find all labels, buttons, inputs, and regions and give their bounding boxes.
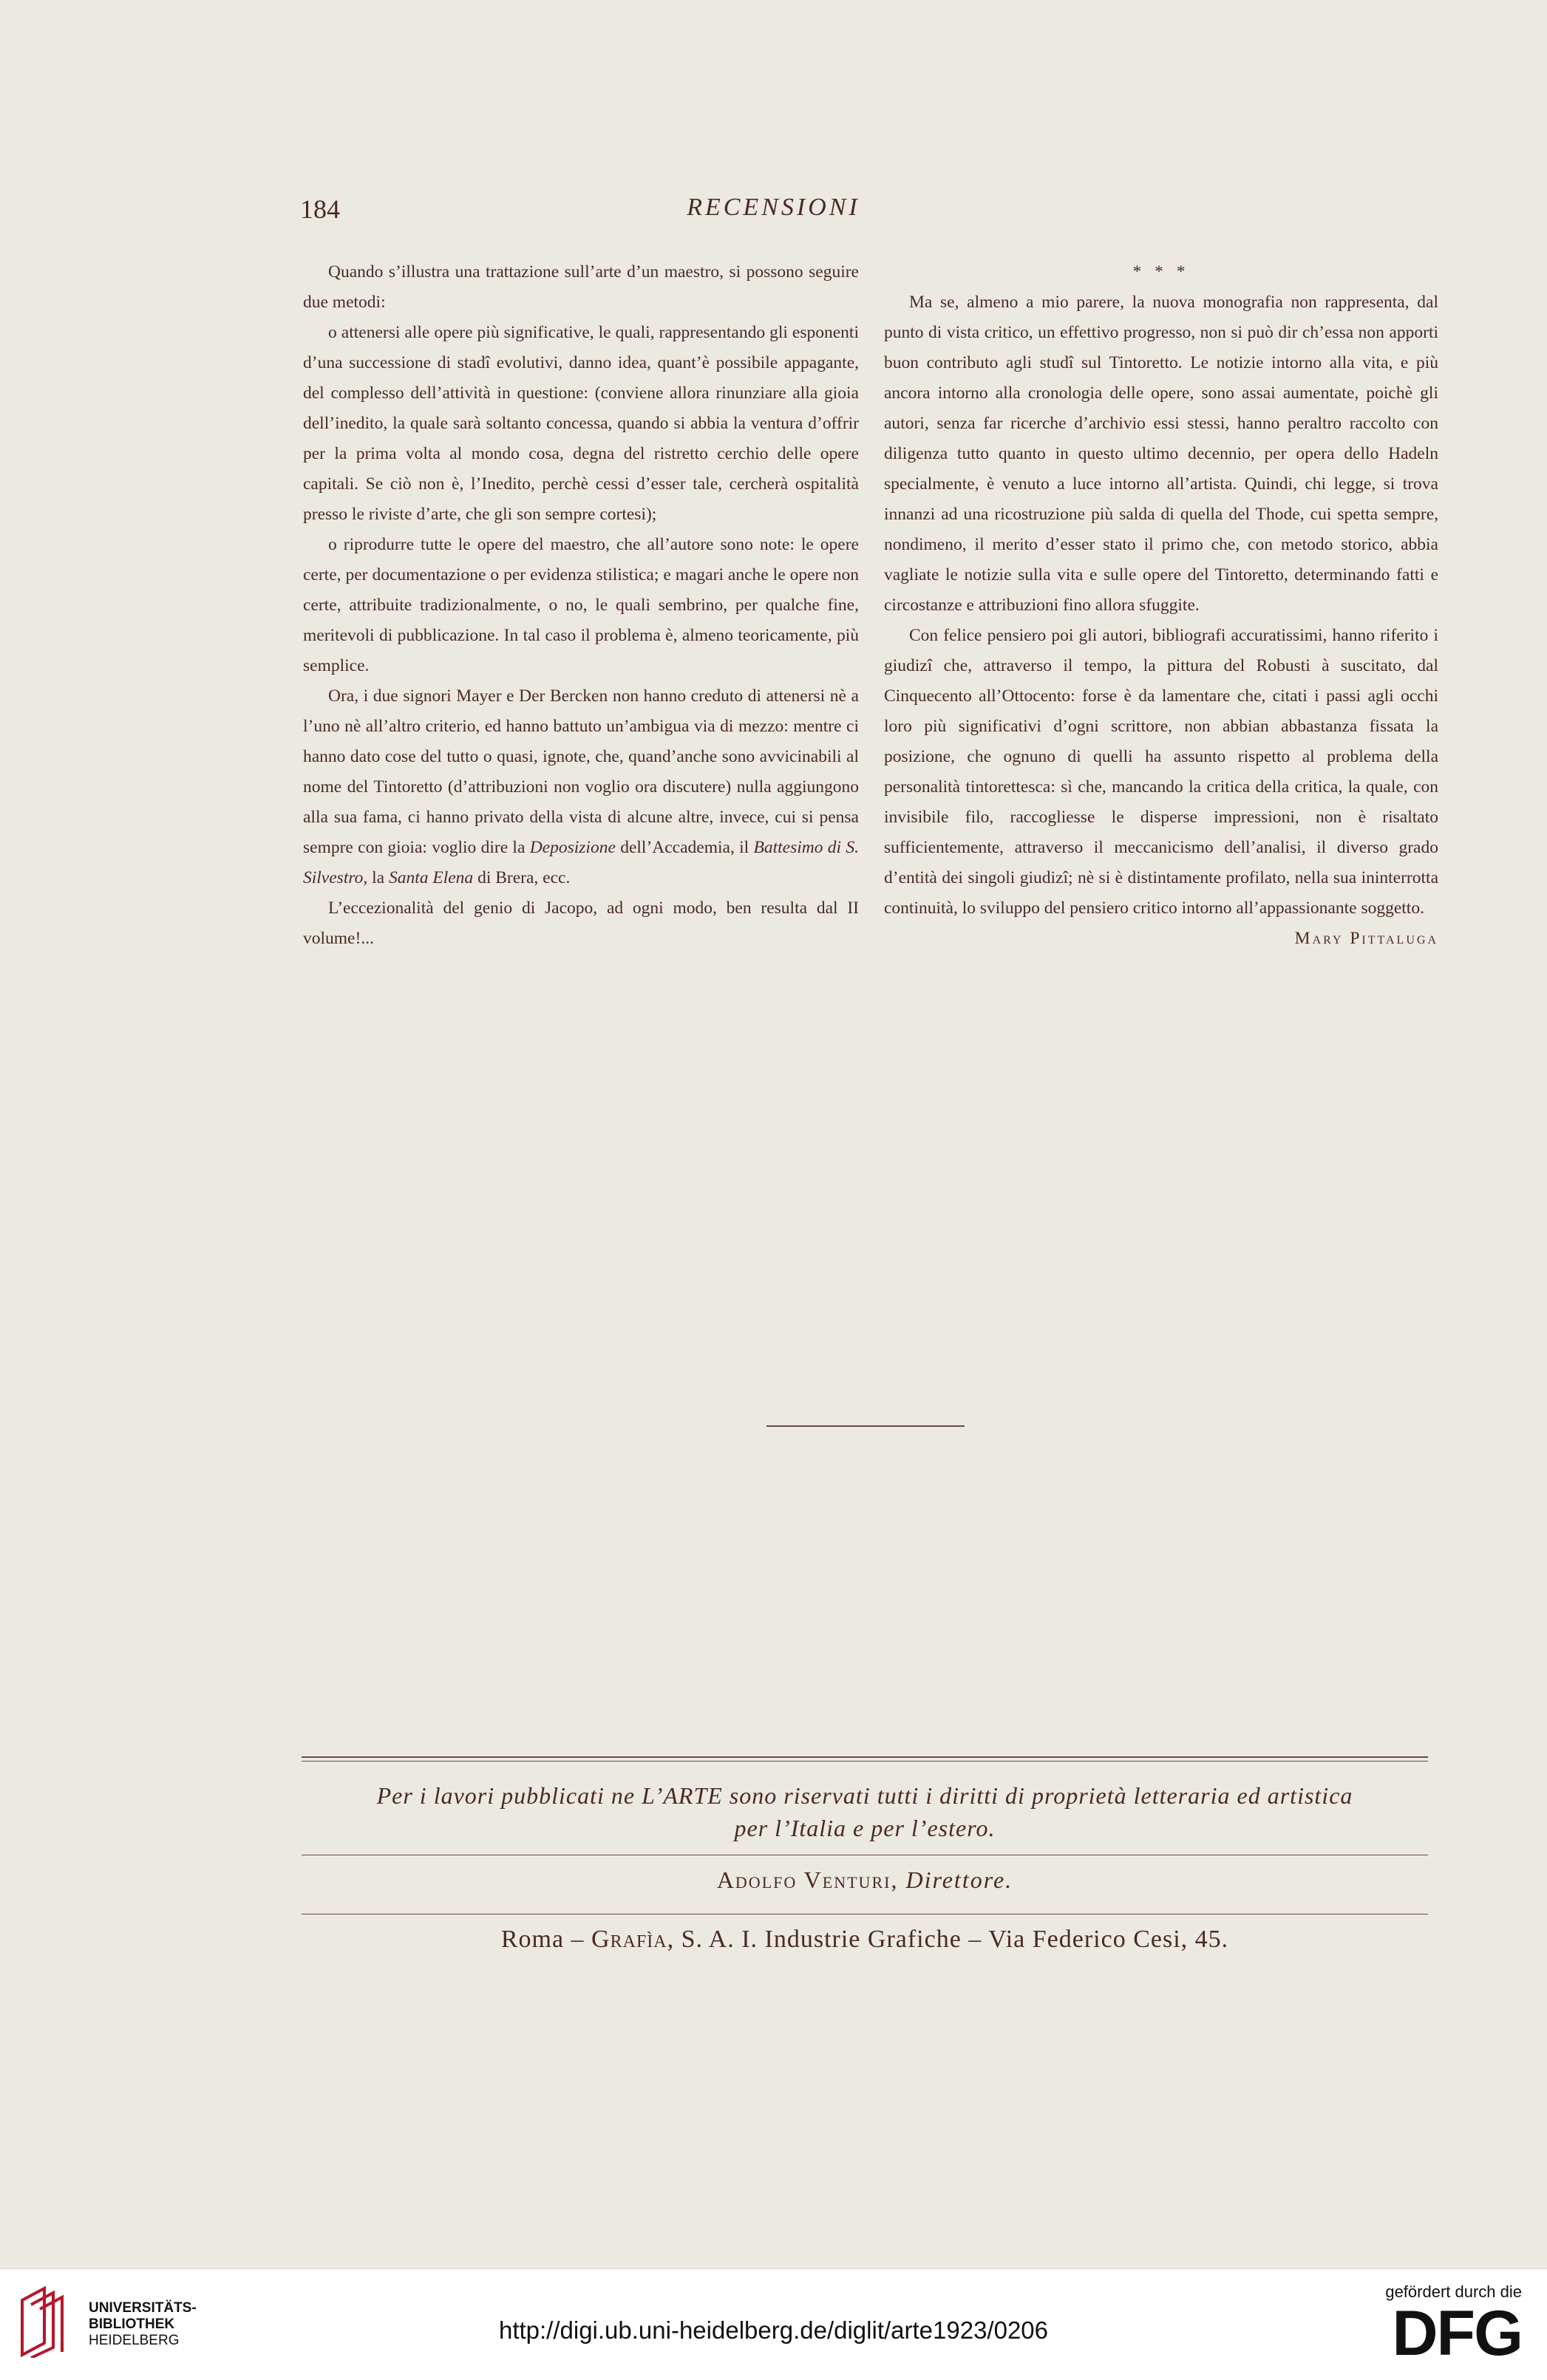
section-separator-stars: * * * [1132,262,1190,282]
library-name-line: UNIVERSITÄTS- [89,2300,197,2316]
paragraph-text: Ora, i due signori Mayer e Der Bercken non hanno creduto di attenersi nè a l’uno nè all’altro criterio, ed hanno battuto un’ambigua via di mezzo: mentre ci hanno dato cose del tutto o quasi, ignote, che, quand’anche sono avvicinabili al nome del Tintoretto (d’attribuzioni non voglio ora discutere) nulla aggiungono alla sua fama, ci hanno privato della vista di alcune altre, invece, cui si pensa sempre con gioia: voglio dire la [303,686,859,857]
rights-line: per l’Italia e per l’estero. [734,1815,996,1841]
author-signature: Mary Pittaluga [1294,929,1438,948]
right-column [884,257,1438,954]
paragraph: Con felice pensiero poi gli autori, bibliografi accuratissimi, hanno riferito i giudizî che, attraverso il tempo, la pittura del Robusti à suscitato, dal Cinquecento all’Ottocento: forse è da lamentare che, citati i passi agli occhi loro più significativi d’ogni scrittore, non abbian abbastanza fissata la posizione, che ognuno di quelli ha assunto rispetto al problema della personalità tintorettesca: sì che, mancando la critica della critica, la quale, con invisibile filo, raccogliesse le disperse impressioni, non è risaltato sufficientemente, attraverso il meccanicismo dell’analisi, il diverso grado d’entità dei singoli giudizî; nè si è distintamente profilato, nella sua ininterrotta continuità, lo sviluppo del pensiero critico intorno all’appassionante soggetto. [884,626,1438,918]
section-title: RECENSIONI [687,194,860,221]
paragraph [303,681,859,893]
printer-line [302,1926,1428,1954]
library-name-line: HEIDELBERG [89,2333,180,2348]
running-header [0,194,1547,231]
director-role: Direttore. [905,1866,1013,1893]
paragraph: o attenersi alle opere più significative, le quali, rappresentando gli esponenti d’una successione di stadî evolutivi, danno idea, quant’è possibile appagante, del complesso dell’attività in questione: (conviene allora rinunziare alla gioia dell’inedito, la quale sarà soltanto concessa, quando si abbia la ventura d’offrir per la prima volta al mondo cosa, degna del ristretto cerchio delle opere capitali. Se ciò non è, l’Inedito, perchè cessi d’esser tale, cercherà ospitalità presso le riviste d’arte, che gli son sempre cortesi); [303,323,859,524]
printer-city: Roma – [500,1926,592,1953]
director-name: Adolfo Venturi, [716,1866,899,1893]
paragraph-text: di Brera, ecc. [477,868,571,887]
paragraph: L’eccezionalità del genio di Jacopo, ad ogni modo, ben resulta dal II volume!... [303,899,859,948]
library-name-line: BIBLIOTHEK [89,2316,175,2332]
end-rule [766,1425,965,1427]
paragraph-text: , la [363,868,385,887]
paragraph: Ma se, almeno a mio parere, la nuova monografia non rappresenta, dal punto di vista critico, un effettivo progresso, non si può dir ch’essa non apporti buon contributo agli studî sul Tintoretto. Le notizie intorno alla vita, e più ancora intorno alla cronologia delle opere, sono assai aumentate, poichè gli autori, senza far ricerche d’archivio essi stessi, hanno peraltro raccolto con diligenza tutto quanto in questo ultimo decennio, per opera dello Hadeln specialmente, è venuto a luce intorno all’artista. Quindi, chi legge, si trova innanzi ad una ricostruzione più salda di quella del Thode, cui spetta sempre, nondimeno, il merito d’esser stato il primo che, con metodo storico, abbia vagliate le notizie sulla vita e sulle opere del Tintoretto, determinando fatti e circostanze e attribuzioni fino allora sfuggite. [884,293,1438,615]
director-line [302,1866,1428,1894]
rights-line: Per i lavori pubblicati ne L’ARTE sono riservati tutti i diritti di proprietà letteraria ed artistica [376,1782,1353,1809]
paragraph: o riprodurre tutte le opere del maestro, che all’autore sono note: le opere certe, per documentazione o per evidenza stilistica; e magari anche le opere non certe, attribuite tradizionalmente, o no, le quali sembrino, per qualche fine, meritevoli di pubblicazione. In tal caso il problema è, almeno teoricamente, più semplice. [303,535,859,675]
page-number: 184 [300,194,340,224]
footer-rule [302,1761,1428,1762]
artwork-title: Santa Elena [388,868,474,887]
artwork-title: Battesimo di S. Silvestro [303,838,860,887]
dfg-logo[interactable]: DFG [1392,2298,1522,2369]
left-column [303,257,859,954]
printer-details: S. A. I. Industrie Grafiche – Via Federico Cesi, 45. [674,1926,1229,1953]
rights-notice [302,1779,1428,1844]
artwork-title: Deposizione [529,838,616,857]
permalink-url[interactable]: http://digi.ub.uni-heidelberg.de/diglit/arte1923/0206 [498,2316,1049,2344]
paragraph-text: dell’Accademia, il [620,838,749,857]
funder-block [1352,2282,1522,2369]
printer-name: Grafìa, [591,1926,675,1953]
footer-rule [302,1756,1428,1758]
paragraph: Quando s’illustra una trattazione sull’arte d’un maestro, si possono seguire due metodi: [303,262,859,312]
library-footer-bar [0,2268,1547,2380]
funded-by-label: gefördert durch die [1385,2282,1522,2301]
